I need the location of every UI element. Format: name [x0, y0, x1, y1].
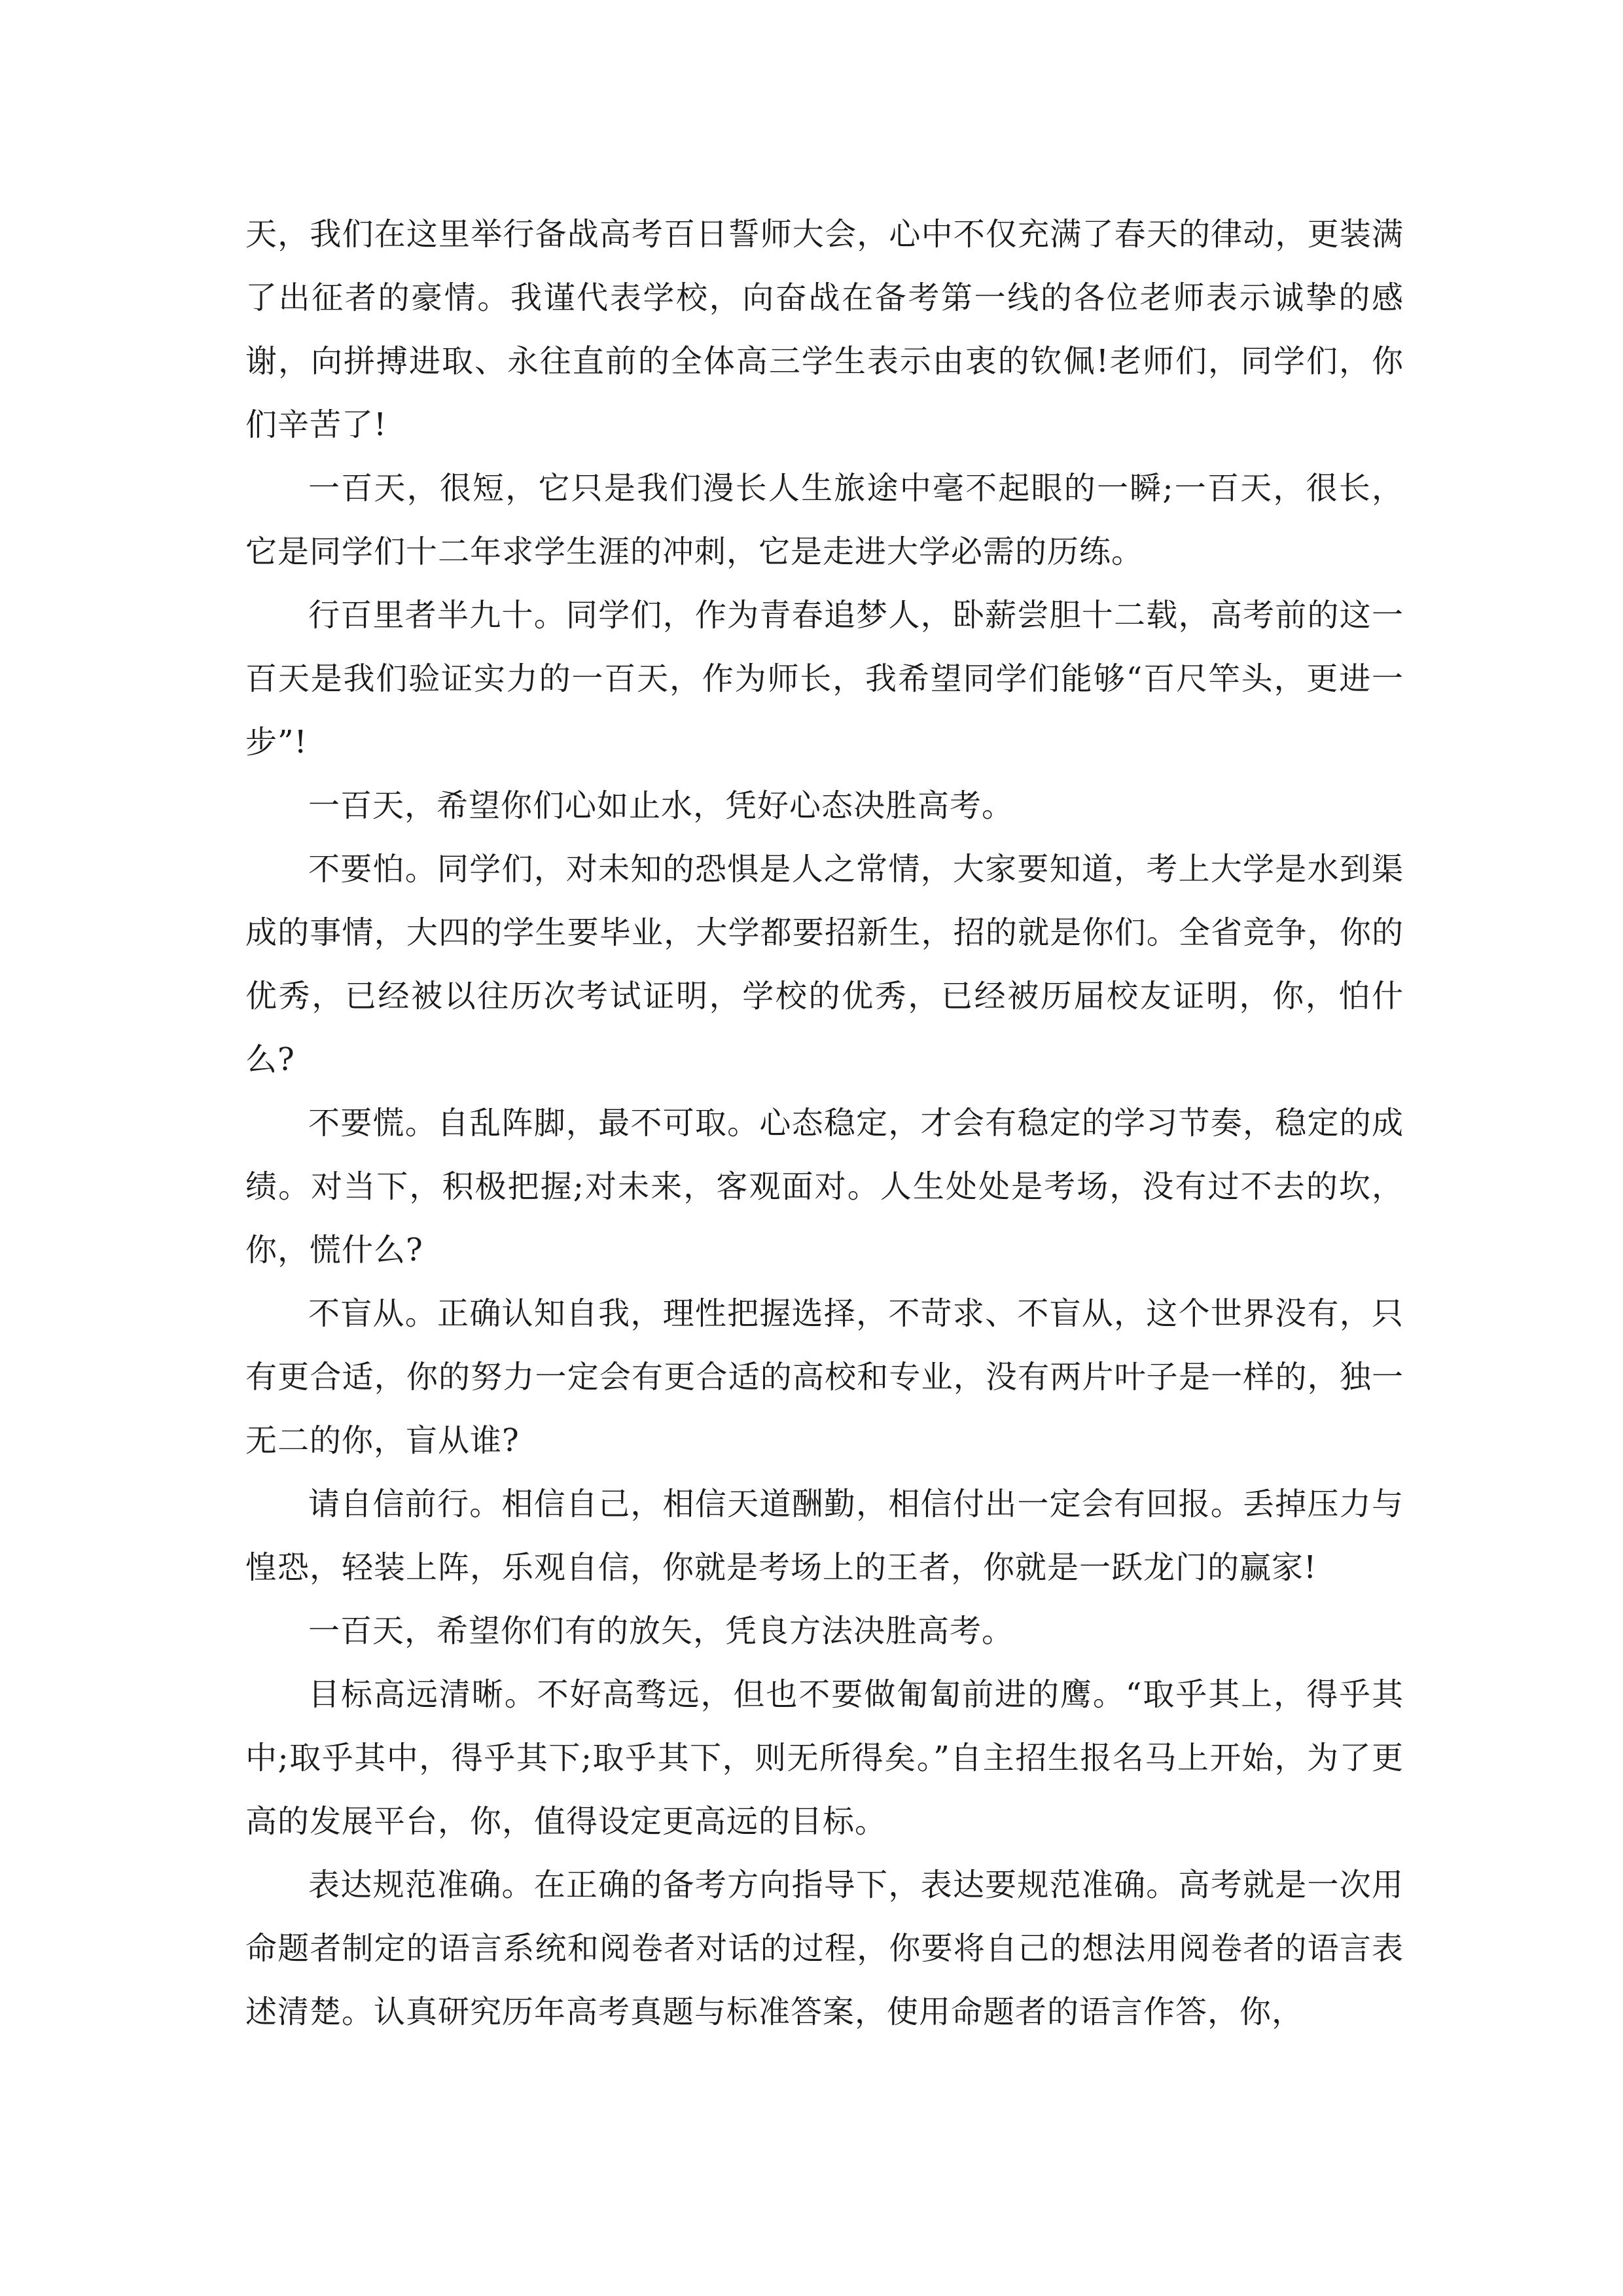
paragraph: 一百天，很短，它只是我们漫长人生旅途中毫不起眼的一瞬;一百天，很长，它是同学们十二年求学生涯的冲刺，它是走进大学必需的历练。	[245, 470, 1404, 570]
paragraph: 目标高远清晰。不好高骛远，但也不要做匍匐前进的鹰。“取乎其上，得乎其中;取乎其中，得乎其下;取乎其下，则无所得矣。”自主招生报名马上开始，为了更高的发展平台，你，值得设定更高远的目标。	[245, 1676, 1404, 1840]
paragraph: 不要怕。同学们，对未知的恐惧是人之常情，大家要知道，考上大学是水到渠成的事情，大四的学生要毕业，大学都要招新生，招的就是你们。全省竞争，你的优秀，已经被以往历次考试证明，学校的优秀，已经被历届校友证明，你，怕什么?	[245, 851, 1404, 1078]
paragraph: 表达规范准确。在正确的备考方向指导下，表达要规范准确。高考就是一次用命题者制定的语言系统和阅卷者对话的过程，你要将自己的想法用阅卷者的语言表述清楚。认真研究历年高考真题与标准答案，使用命题者的语言作答，你，	[245, 1867, 1404, 2030]
paragraph: 一百天，希望你们心如止水，凭好心态决胜高考。	[308, 787, 1014, 824]
document-body	[245, 203, 1404, 2044]
paragraph: 请自信前行。相信自己，相信天道酬勤，相信付出一定会有回报。丢掉压力与惶恐，轻装上阵，乐观自信，你就是考场上的王者，你就是一跃龙门的赢家!	[245, 1486, 1404, 1586]
paragraph: 一百天，希望你们有的放矢，凭良方法决胜高考。	[308, 1613, 1014, 1649]
paragraph: 天，我们在这里举行备战高考百日誓师大会，心中不仅充满了春天的律动，更装满了出征者的豪情。我谨代表学校，向奋战在备考第一线的各位老师表示诚挚的感谢，向拼搏进取、永往直前的全体高三学生表示由衷的钦佩!老师们，同学们，你们辛苦了!	[245, 216, 1404, 443]
paragraph: 不盲从。正确认知自我，理性把握选择，不苛求、不盲从，这个世界没有，只有更合适，你的努力一定会有更合适的高校和专业，没有两片叶子是一样的，独一无二的你，盲从谁?	[245, 1295, 1404, 1459]
paragraph: 不要慌。自乱阵脚，最不可取。心态稳定，才会有稳定的学习节奏，稳定的成绩。对当下，积极把握;对未来，客观面对。人生处处是考场，没有过不去的坎，你，慌什么?	[245, 1105, 1404, 1268]
paragraph: 行百里者半九十。同学们，作为青春追梦人，卧薪尝胆十二载，高考前的这一百天是我们验证实力的一百天，作为师长，我希望同学们能够“百尺竿头，更进一步”!	[245, 597, 1404, 761]
